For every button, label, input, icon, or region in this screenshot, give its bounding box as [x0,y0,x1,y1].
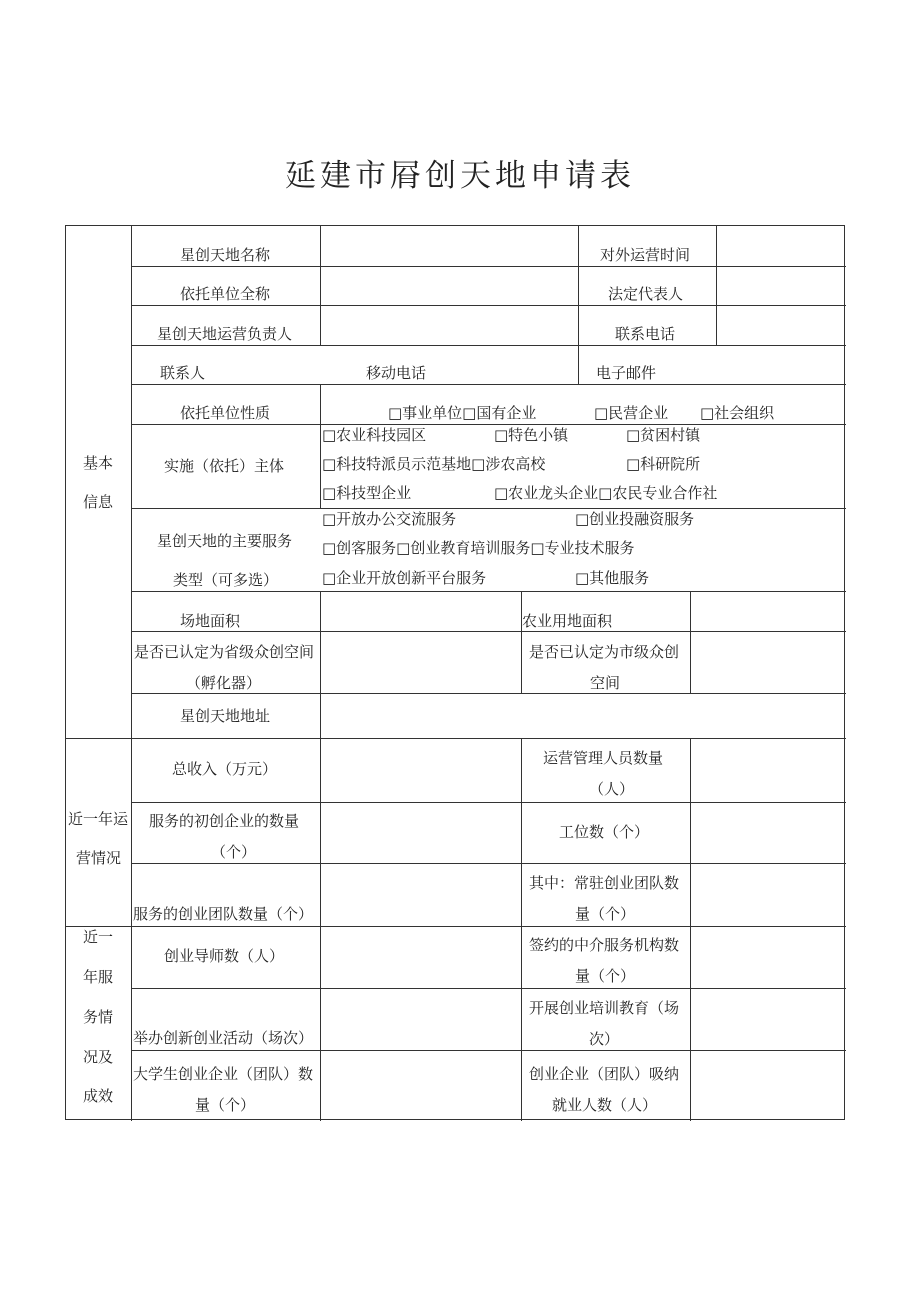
option-impl-agri-park[interactable]: □农业科技园区 [322,426,427,444]
column-divider [521,591,522,693]
field-label-phone: 联系电话 [615,325,676,343]
section-label-services: 况及 [83,1048,114,1066]
field-label-events: 举办创新创业活动（场次） [133,1029,314,1047]
field-label-implementer: 实施（依托）主体 [164,457,285,475]
field-label-mentors: 创业导师数（人） [164,947,285,965]
input-phone[interactable] [717,306,845,344]
input-student-startups[interactable] [321,1051,520,1119]
field-label-mobile: 移动电话 [366,364,427,382]
input-seats[interactable] [691,803,845,862]
field-label-nature: 依托单位性质 [180,404,271,422]
input-staff[interactable] [691,739,845,801]
input-agencies[interactable] [691,927,845,987]
section-label-basic: 基本 [83,454,114,472]
section-label-operations: 近一年运 [68,810,129,828]
option-svc-platform[interactable]: □企业开放创新平台服务 [322,569,487,587]
column-divider [131,226,132,1121]
field-label-manager: 星创天地运营负责人 [157,325,293,343]
field-label-email: 电子邮件 [596,364,657,382]
field-label-op-time: 对外运营时间 [600,246,691,264]
option-impl-institute[interactable]: □科研院所 [626,455,701,473]
field-label-provincial: （孵化器） [186,674,262,692]
option-svc-maker-training-tech[interactable]: □创客服务□创业教育培训服务□专业技术服务 [322,539,635,557]
field-label-teams: 服务的创业团队数量（个） [133,905,314,923]
field-label-resident-teams: 量（个） [575,905,636,923]
field-label-training: 次） [589,1030,620,1048]
option-nature-private[interactable]: □民营企业 [594,404,669,422]
row-divider [131,424,846,425]
form-title: 延建市㞕创天地申请表 [285,158,635,194]
field-label-agencies: 签约的中介服务机构数 [529,936,680,954]
input-events[interactable] [321,989,520,1049]
input-provincial[interactable] [321,632,520,692]
option-svc-office[interactable]: □开放办公交流服务 [322,510,457,528]
input-income[interactable] [321,739,520,801]
input-manager[interactable] [321,306,577,344]
field-label-provincial: 是否已认定为省级众创空间 [134,643,315,661]
field-label-service-type: 星创天地的主要服务 [157,532,293,550]
option-svc-finance[interactable]: □创业投融资服务 [575,510,695,528]
input-mentors[interactable] [321,927,520,987]
option-impl-tech-firm[interactable]: □科技型企业 [322,484,412,502]
option-impl-village[interactable]: □贫困村镇 [626,426,701,444]
field-label-training: 开展创业培训教育（场 [529,999,680,1017]
field-label-service-type: 类型（可多选） [173,571,279,589]
field-label-municipal: 是否已认定为市级众创 [529,643,680,661]
section-label-basic: 信息 [83,493,114,511]
input-teams[interactable] [321,864,520,925]
input-municipal[interactable] [691,632,845,692]
option-svc-other[interactable]: □其他服务 [575,569,650,587]
input-name[interactable] [321,227,577,265]
option-nature-public[interactable]: □事业单位□国有企业 [388,404,537,422]
field-label-area: 场地面积 [180,612,241,630]
field-label-staff: （人） [589,780,635,798]
application-form-table [65,225,845,1120]
field-label-host: 依托单位全称 [180,285,271,303]
field-label-income: 总收入（万元） [172,760,278,778]
field-label-student-startups: 量（个） [195,1096,256,1114]
input-address[interactable] [321,694,845,737]
section-label-services: 年服 [83,968,114,986]
option-impl-base-college[interactable]: □科技特派员示范基地□涉农高校 [322,455,546,473]
option-impl-coop[interactable]: □农业龙头企业□农民专业合作社 [494,484,718,502]
field-label-startups: （个） [211,843,257,861]
field-label-startups: 服务的初创企业的数量 [149,812,300,830]
option-impl-town[interactable]: □特色小镇 [494,426,569,444]
input-area[interactable] [321,592,520,630]
option-nature-social[interactable]: □社会组织 [700,404,775,422]
field-label-jobs: 就业人数（人） [552,1096,658,1114]
field-label-contact: 联系人 [160,364,206,382]
field-label-municipal: 空间 [590,674,621,692]
section-label-operations: 营情况 [76,849,122,867]
field-label-jobs: 创业企业（团队）吸纳 [529,1065,680,1083]
row-divider [131,508,846,509]
section-label-services: 近一 [83,928,114,946]
field-label-student-startups: 大学生创业企业（团队）数 [133,1065,314,1083]
field-label-name: 星创天地名称 [180,246,271,264]
section-label-services: 务情 [83,1008,114,1026]
input-resident-teams[interactable] [691,864,845,925]
input-agri-area[interactable] [691,592,845,630]
input-legal-rep[interactable] [717,267,845,304]
field-label-staff: 运营管理人员数量 [543,749,664,767]
section-label-services: 成效 [83,1087,114,1105]
column-divider [320,384,321,508]
column-divider [578,226,579,384]
field-label-agencies: 量（个） [575,967,636,985]
row-divider [131,345,846,346]
input-op-time[interactable] [717,227,845,265]
input-host[interactable] [321,267,577,304]
input-jobs[interactable] [691,1051,845,1119]
field-label-seats: 工位数（个） [559,823,650,841]
field-label-legal-rep: 法定代表人 [608,285,684,303]
row-divider [131,384,846,385]
column-divider [521,738,522,1121]
input-training[interactable] [691,989,845,1049]
field-label-resident-teams: 其中：常驻创业团队数 [529,874,680,892]
input-startups[interactable] [321,803,520,862]
field-label-address: 星创天地地址 [180,707,271,725]
field-label-agri-area: 农业用地面积 [522,612,613,630]
